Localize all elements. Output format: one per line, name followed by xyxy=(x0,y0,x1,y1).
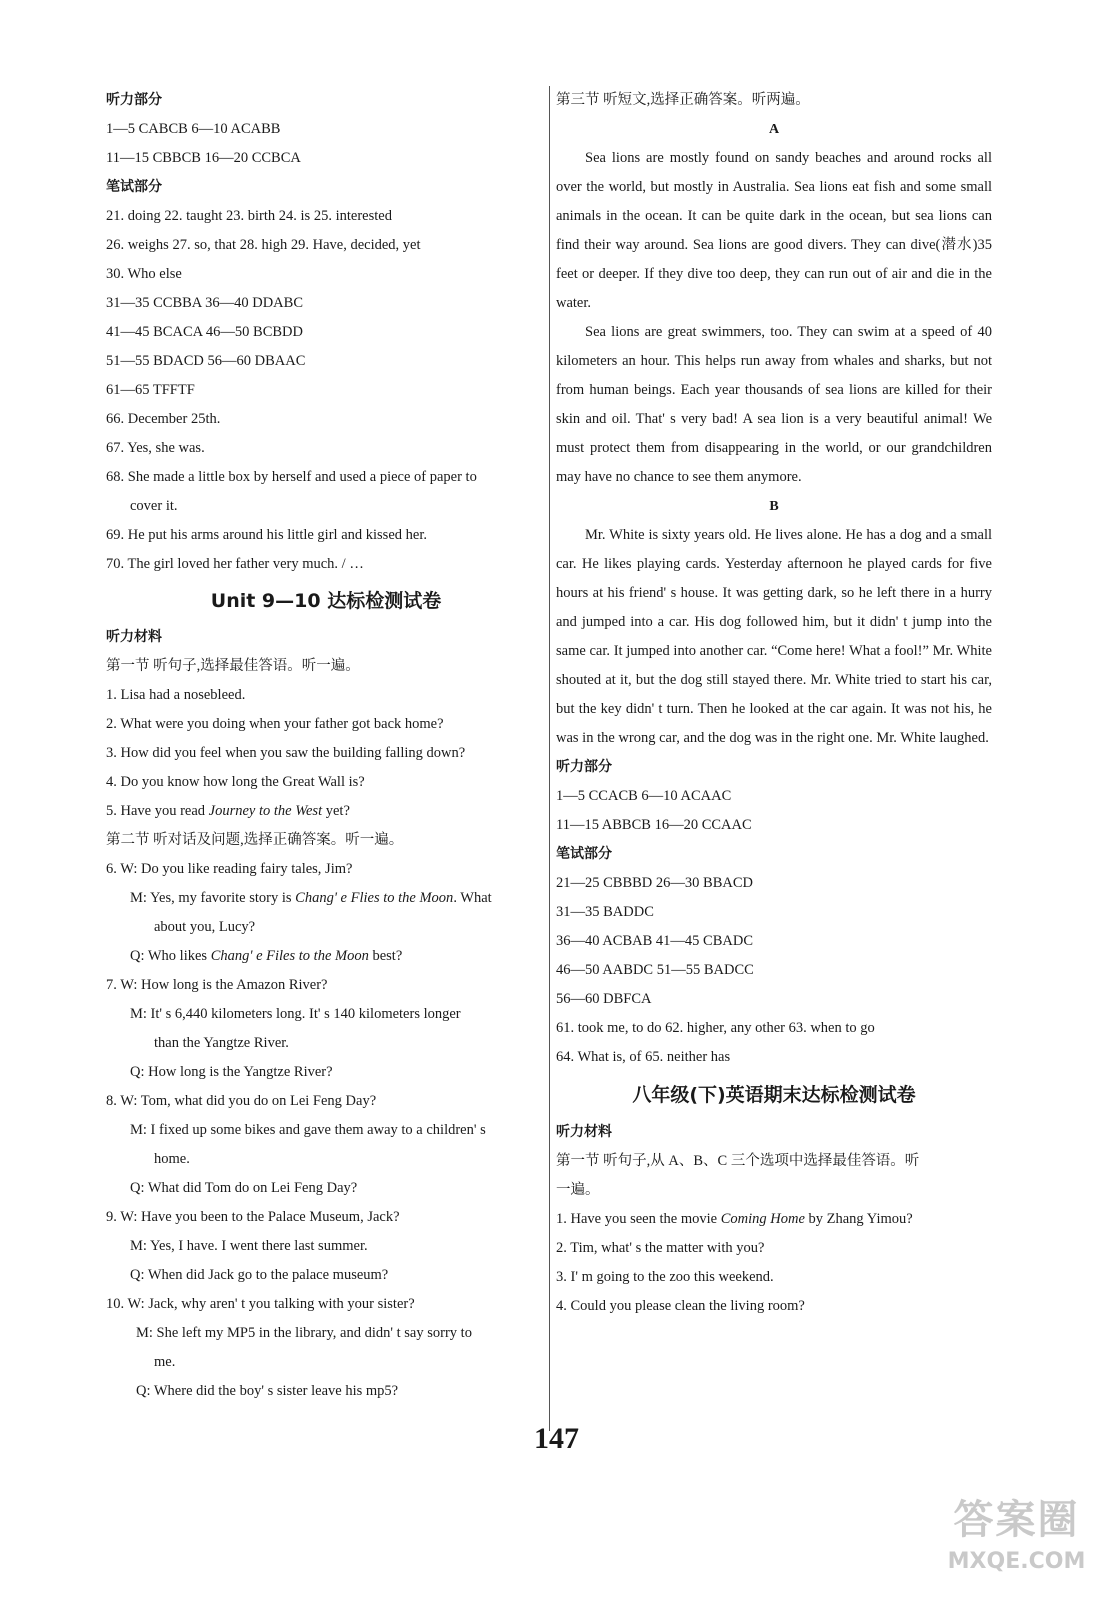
answer-line: 30. Who else xyxy=(106,266,182,282)
answer-line: 56—60 DBFCA xyxy=(556,991,652,1007)
unit-title: Unit 9—10 达标检测试卷 xyxy=(210,590,442,612)
materials-heading: 听力材料 xyxy=(106,629,162,645)
column-divider xyxy=(549,86,550,1431)
section-title: 第二节 听对话及问题,选择正确答案。听一遍。 xyxy=(106,832,404,848)
watermark-text: 答案圈 xyxy=(953,1497,1080,1543)
right-column xyxy=(556,86,992,1321)
answer-line: 68. She made a little box by herself and used a piece of paper to xyxy=(106,469,477,485)
passage-a-paragraph-2: Sea lions are great swimmers, too. They can swim at a speed of 40 kilometers an hour. This helps run away from whales and sharks, but not from human beings. Each year thousands of sea lions are killed for their skin and oil. That' s very bad! A sea lion is a very beautiful animal! We must protect them from disappearing in the world, or our grandchildren may have no chance to see them anymore. xyxy=(556,324,992,485)
dialogue-question: Q: Who likes Chang' e Files to the Moon best? xyxy=(130,948,403,964)
dialogue-line: me. xyxy=(154,1354,176,1370)
section-title: 第三节 听短文,选择正确答案。听两遍。 xyxy=(556,92,810,108)
question-line: 5. Have you read Journey to the West yet? xyxy=(106,803,350,819)
question-line: 1. Lisa had a nosebleed. xyxy=(106,687,246,703)
writing-heading: 笔试部分 xyxy=(556,846,612,862)
dialogue-line: M: Yes, I have. I went there last summer. xyxy=(130,1238,368,1254)
answer-line: 69. He put his arms around his little girl and kissed her. xyxy=(106,527,427,543)
left-column xyxy=(106,86,546,1406)
answer-line: 31—35 BADDC xyxy=(556,904,654,920)
answer-line: 11—15 ABBCB 16—20 CCAAC xyxy=(556,817,752,833)
dialogue-line: M: She left my MP5 in the library, and didn' t say sorry to xyxy=(136,1325,472,1341)
materials-heading: 听力材料 xyxy=(556,1124,612,1140)
passage-a-paragraph-1: Sea lions are mostly found on sandy beaches and around rocks all over the world, but mostly in Australia. Sea lions eat fish and some small animals in the ocean. It can be quite dark in the ocean, but sea lions can find their way around. Sea lions are good divers. They can dive(潜水)35 feet or deeper. If they dive too deep, they can run out of air and die in the water. xyxy=(556,150,992,311)
section-title: 第一节 听句子,从 A、B、C 三个选项中选择最佳答语。听 xyxy=(556,1153,920,1169)
dialogue-line: 7. W: How long is the Amazon River? xyxy=(106,977,328,993)
listening-heading: 听力部分 xyxy=(556,759,612,775)
answer-line: 61—65 TFFTF xyxy=(106,382,195,398)
question-line: 1. Have you seen the movie Coming Home by Zhang Yimou? xyxy=(556,1211,913,1227)
dialogue-line: M: I fixed up some bikes and gave them away to a children' s xyxy=(130,1122,486,1138)
passage-b-label: B xyxy=(769,499,779,514)
answer-line: 51—55 BDACD 56—60 DBAAC xyxy=(106,353,306,369)
answer-line: 46—50 AABDC 51—55 BADCC xyxy=(556,962,754,978)
dialogue-line: 10. W: Jack, why aren' t you talking with your sister? xyxy=(106,1296,415,1312)
answer-line: 70. The girl loved her father very much. / … xyxy=(106,556,364,572)
answer-line: 21—25 CBBBD 26—30 BBACD xyxy=(556,875,753,891)
question-line: 3. How did you feel when you saw the building falling down? xyxy=(106,745,466,761)
passage-b-paragraph: Mr. White is sixty years old. He lives alone. He has a dog and a small car. He likes playing cards. Yesterday afternoon he played cards for five hours at his friend' s house. It was getting dark, so he left there in a hurry and jumped into a car. His dog followed him, but it didn' t jump into the same car. It jumped into another car. “Come here! What a fool!” Mr. White shouted at it, but the dog still stayed there. Mr. White tried to start his car, but the key didn' t turn. Then he looked at the car again. It was not his, he was in the wrong car, and the dog was in the right one. Mr. White laughed. xyxy=(556,527,992,746)
dialogue-question: Q: Where did the boy' s sister leave his mp5? xyxy=(136,1383,399,1399)
question-line: 4. Do you know how long the Great Wall is? xyxy=(106,774,365,790)
answer-line: 1—5 CCACB 6—10 ACAAC xyxy=(556,788,732,804)
question-line: 2. Tim, what' s the matter with you? xyxy=(556,1240,765,1256)
answer-line: 31—35 CCBBA 36—40 DDABC xyxy=(106,295,303,311)
dialogue-line: M: Yes, my favorite story is Chang' e Flies to the Moon. What xyxy=(130,890,492,906)
passage-a-label: A xyxy=(768,122,780,137)
watermark-url: MXQE.COM xyxy=(947,1549,1086,1574)
dialogue-question: Q: When did Jack go to the palace museum? xyxy=(130,1267,389,1283)
answer-line: 41—45 BCACA 46—50 BCBDD xyxy=(106,324,303,340)
watermark-logo xyxy=(934,1492,1099,1592)
answer-line: 1—5 CABCB 6—10 ACABB xyxy=(106,121,281,137)
final-exam-title: 八年级(下)英语期末达标检测试卷 xyxy=(632,1084,916,1106)
answer-line: 66. December 25th. xyxy=(106,411,221,427)
dialogue-question: Q: What did Tom do on Lei Feng Day? xyxy=(130,1180,358,1196)
dialogue-line: 8. W: Tom, what did you do on Lei Feng Day? xyxy=(106,1093,377,1109)
dialogue-line: home. xyxy=(154,1151,190,1167)
page-number: 147 xyxy=(534,1422,579,1455)
answer-line: 64. What is, of 65. neither has xyxy=(556,1049,731,1065)
dialogue-line: 6. W: Do you like reading fairy tales, Jim? xyxy=(106,861,353,877)
dialogue-line: than the Yangtze River. xyxy=(154,1035,289,1051)
dialogue-line: 9. W: Have you been to the Palace Museum, Jack? xyxy=(106,1209,400,1225)
dialogue-question: Q: How long is the Yangtze River? xyxy=(130,1064,333,1080)
section-title-cont: 一遍。 xyxy=(556,1182,600,1198)
answer-line: 21. doing 22. taught 23. birth 24. is 25. interested xyxy=(106,208,392,224)
answer-line: 11—15 CBBCB 16—20 CCBCA xyxy=(106,150,301,166)
writing-heading: 笔试部分 xyxy=(106,179,162,195)
dialogue-line: about you, Lucy? xyxy=(154,919,256,935)
answer-line: 67. Yes, she was. xyxy=(106,440,205,456)
answer-line: 26. weighs 27. so, that 28. high 29. Have, decided, yet xyxy=(106,237,421,253)
dialogue-line: M: It' s 6,440 kilometers long. It' s 140 kilometers longer xyxy=(130,1006,461,1022)
answer-line: cover it. xyxy=(130,498,178,514)
question-line: 4. Could you please clean the living room? xyxy=(556,1298,805,1314)
answer-line: 36—40 ACBAB 41—45 CBADC xyxy=(556,933,753,949)
question-line: 3. I' m going to the zoo this weekend. xyxy=(556,1269,774,1285)
listening-heading: 听力部分 xyxy=(106,92,162,108)
answer-line: 61. took me, to do 62. higher, any other 63. when to go xyxy=(556,1020,875,1036)
section-title: 第一节 听句子,选择最佳答语。听一遍。 xyxy=(106,658,360,674)
question-line: 2. What were you doing when your father got back home? xyxy=(106,716,444,732)
